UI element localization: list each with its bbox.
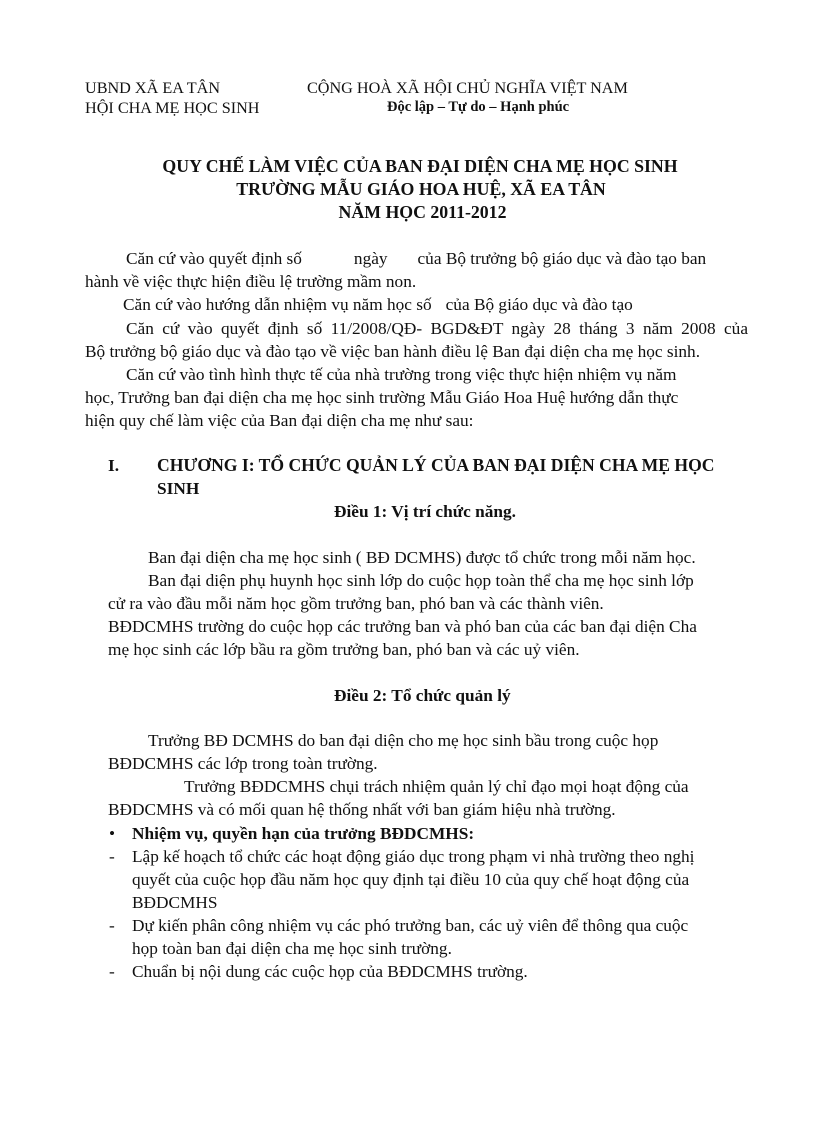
preamble-p1-line1 (126, 250, 706, 267)
article1-heading: Điều 1: Vị trí chức năng. (334, 502, 516, 521)
preamble-p1-a: Căn cứ vào quyết định số (126, 249, 302, 268)
duties-heading: Nhiệm vụ, quyền hạn của trưởng BĐDCMHS: (132, 824, 475, 843)
chapter-number: I. (108, 456, 120, 475)
preamble-p2-b: của Bộ giáo dục và đào tạo (445, 295, 633, 314)
header-org-line2: HỘI CHA MẸ HỌC SINH (85, 99, 260, 117)
title-line1: QUY CHẾ LÀM VIỆC CỦA BAN ĐẠI DIỆN CHA MẸ HỌC SINH (162, 156, 678, 176)
article2-line3: Trưởng BĐDCMHS chụi trách nhiệm quản lý chỉ đạo mọi hoạt động của (184, 777, 689, 796)
title-line3: NĂM HỌC 2011-2012 (338, 202, 507, 222)
article1-line1: Ban đại diện cha mẹ học sinh ( BĐ DCMHS) được tổ chức trong mỗi năm học. (148, 548, 696, 567)
duty-item2-line2: họp toàn ban đại diện cha mẹ học sinh trường. (132, 939, 452, 958)
article1-line5: mẹ học sinh các lớp bầu ra gồm trưởng ban, phó ban và các uỷ viên. (108, 640, 580, 659)
article2-line4: BĐDCMHS và có mối quan hệ thống nhất với ban giám hiệu nhà trường. (108, 800, 616, 819)
article1-line3: cử ra vào đầu mỗi năm học gồm trưởng ban, phó ban và các thành viên. (108, 594, 604, 613)
chapter-title-line2: SINH (157, 479, 200, 498)
duty-item1-line2: quyết của cuộc họp đầu năm học quy định tại điều 10 của quy chế hoạt động của (132, 870, 690, 889)
article2-heading: Điều 2: Tổ chức quản lý (334, 686, 511, 705)
preamble-p2 (123, 296, 633, 313)
header-slogan: Độc lập – Tự do – Hạnh phúc (387, 99, 570, 115)
preamble-p1-b: ngày (353, 249, 388, 268)
preamble-p4-line1: Căn cứ vào tình hình thực tế của nhà trường trong việc thực hiện nhiệm vụ năm (126, 365, 677, 384)
duty-item1-line1: Lập kế hoạch tổ chức các hoạt động giáo dục trong phạm vi nhà trường theo nghị (132, 847, 695, 866)
preamble-p2-a: Căn cứ vào hướng dẫn nhiệm vụ năm học số (123, 295, 432, 314)
article2-line2: BĐDCMHS các lớp trong toàn trường. (108, 754, 378, 773)
title-line2: TRƯỜNG MẪU GIÁO HOA HUỆ, XÃ EA TÂN (236, 179, 606, 199)
bullet-dot: • (109, 824, 116, 843)
preamble-p3-line1: Căn cứ vào quyết định số 11/2008/QĐ- BGD&ĐT ngày 28 tháng 3 năm 2008 của (126, 319, 748, 338)
dash-item2: - (109, 916, 115, 935)
chapter-title-line1: CHƯƠNG I: TỔ CHỨC QUẢN LÝ CỦA BAN ĐẠI DIỆN CHA MẸ HỌC (157, 455, 715, 475)
preamble-p1-line2: hành về việc thực hiện điều lệ trường mầm non. (85, 272, 417, 291)
duty-item3-line1: Chuẩn bị nội dung các cuộc họp của BĐDCMHS trường. (132, 962, 528, 981)
header-national-motto: CỘNG HOÀ XÃ HỘI CHỦ NGHĨA VIỆT NAM (307, 79, 628, 97)
article2-line1: Trưởng BĐ DCMHS do ban đại diện cho mẹ học sinh bầu trong cuộc họp (148, 731, 659, 750)
preamble-p1-c: của Bộ trưởng bộ giáo dục và đào tạo ban (417, 249, 707, 268)
header-org-line1: UBND XÃ EA TÂN (85, 79, 221, 97)
preamble-p4-line3: hiện quy chế làm việc của Ban đại diện cha mẹ như sau: (85, 411, 474, 430)
dash-item1: - (109, 847, 115, 866)
preamble-p3-line2: Bộ trưởng bộ giáo dục và đào tạo về việc ban hành điều lệ Ban đại diện cha mẹ học sinh. (85, 342, 701, 361)
dash-item3: - (109, 962, 115, 981)
preamble-p4-line2: học, Trưởng ban đại diện cha mẹ học sinh trường Mẫu Giáo Hoa Huệ hướng dẫn thực (85, 388, 679, 407)
duty-item1-line3: BĐDCMHS (132, 893, 218, 912)
article1-line4: BĐDCMHS trường do cuộc họp các trưởng ban và phó ban của các ban đại diện Cha (108, 617, 697, 636)
article1-line2: Ban đại diện phụ huynh học sinh lớp do cuộc họp toàn thể cha mẹ học sinh lớp (148, 571, 694, 590)
duty-item2-line1: Dự kiến phân công nhiệm vụ các phó trưởng ban, các uỷ viên để thông qua cuộc (132, 916, 689, 935)
